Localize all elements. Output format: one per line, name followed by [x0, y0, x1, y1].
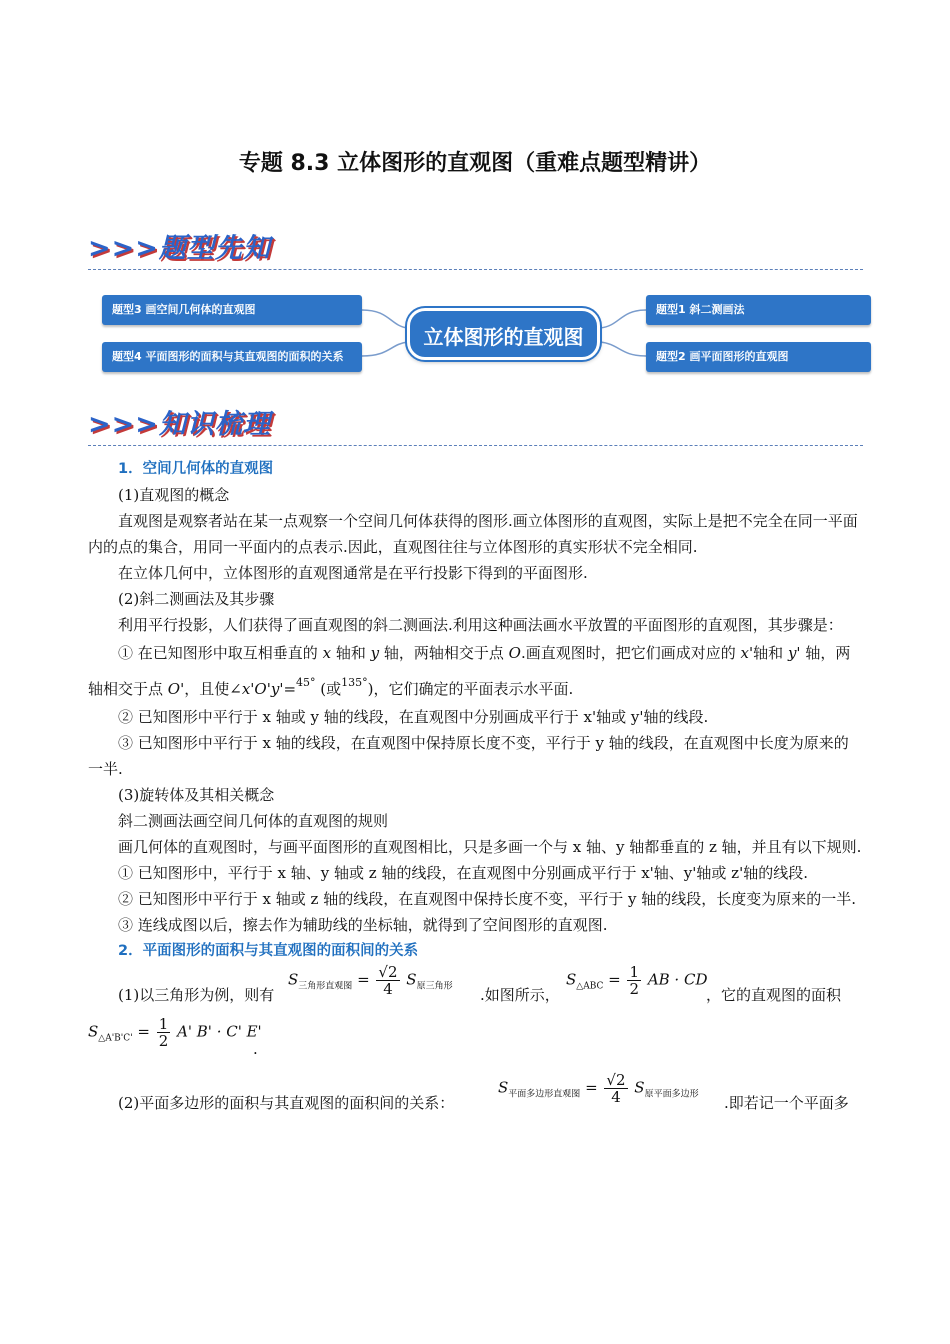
mindmap-node-type1: 题型1 斜二测画法 — [646, 295, 871, 325]
heading-1: 1．空间几何体的直观图 — [118, 461, 274, 477]
formula-abc-prime-area: $S_{\triangle A'B'C'}$ = $\frac{1}{2}$ A' B' · C' E' — [88, 1015, 262, 1050]
formula-triangle-area: $S_{三角形直观图}$ = $\frac{√2}{4}$ $S_{原三角形}$ — [288, 963, 453, 998]
banner-text: >>>知识梳理 — [88, 409, 271, 440]
paragraph: 斜二测画法画空间几何体的直观图的规则 — [118, 812, 389, 830]
mindmap-center-node: 立体图形的直观图 — [407, 308, 600, 360]
mindmap-node-type2: 题型2 画平面图形的直观图 — [646, 342, 871, 372]
page-title: 专题 8.3 立体图形的直观图（重难点题型精讲） — [238, 151, 712, 176]
subheading: (2)斜二测画法及其步骤 — [118, 590, 275, 608]
mindmap-node-type3: 题型3 画空间几何体的直观图 — [102, 295, 362, 325]
paragraph: 利用平行投影，人们获得了画直观图的斜二测画法.利用这种画法画水平放置的平面图形的直观图，其步骤是： — [118, 616, 843, 634]
paragraph: 直观图是观察者站在某一点观察一个空间几何体获得的图形.画立体图形的直观图，实际上是把不完全在同一平面内的点的集合，用同一平面内的点表示.因此，直观图往往与立体图形的真实形状不完全相同. — [88, 512, 858, 556]
formula-abc-area: $S_{\triangle ABC}$ = $\frac{1}{2}$ AB · CD — [566, 963, 708, 998]
mindmap-node-type4: 题型4 平面图形的面积与其直观图的面积的关系 — [102, 342, 362, 372]
angle-135: 135° — [341, 676, 368, 689]
step-3: ③ 已知图形中平行于 x 轴的线段，在直观图中保持原长度不变，平行于 y 轴的线段，在直观图中长度为原来的一半. — [88, 734, 849, 778]
dashed-divider — [88, 269, 863, 270]
step-1: ① 在已知图形中取互相垂直的 x 轴和 y 轴，两轴相交于点 O.画直观图时，把它们画成对应的 x'轴和 y' 轴，两轴相交于点 O'，且使∠x'O'y'=$^{45^\circ}$ (或$^{135^\circ}$)，它们确定的平面表示水平面. — [88, 644, 851, 698]
banner-text: >>>题型先知 — [88, 233, 271, 264]
knowledge-content — [88, 456, 863, 1126]
mind-map — [100, 290, 875, 380]
formula-polygon-area: $S_{平面多边形直观图}$ = $\frac{√2}{4}$ $S_{原平面多边形}$ — [498, 1071, 699, 1106]
section-banner-knowledge — [88, 402, 863, 446]
rule-1: ① 已知图形中，平行于 x 轴、y 轴或 z 轴的线段，在直观图中分别画成平行于 x'轴、y'轴或 z'轴的线段. — [118, 864, 808, 882]
dashed-divider — [88, 445, 863, 446]
angle-45: 45° — [296, 676, 316, 689]
subheading: (3)旋转体及其相关概念 — [118, 786, 275, 804]
rule-3: ③ 连线成图以后，擦去作为辅助线的坐标轴，就得到了空间图形的直观图. — [118, 916, 608, 934]
step-2: ② 已知图形中平行于 x 轴或 y 轴的线段，在直观图中分别画成平行于 x'轴或 y'轴的线段. — [118, 708, 709, 726]
section-banner-types — [88, 226, 863, 270]
rule-2: ② 已知图形中平行于 x 轴或 z 轴的线段，在直观图中保持长度不变，平行于 y 轴的线段，长度变为原来的一半. — [118, 890, 856, 908]
formula-line-1: (1)以三角形为例，则有 $S_{三角形直观图}$ = $\frac{√2}{4}$ $S_{原三角形}$ .如图所示， $S_{\triangle ABC}$ = $\frac{1}{2}$ AB · CD ，它的直观图的面积 — [118, 963, 842, 1004]
subheading: (1)直观图的概念 — [118, 486, 230, 504]
formula-line-2: $S_{\triangle A'B'C'}$ = $\frac{1}{2}$ A' B' · C' E' . — [88, 1015, 262, 1058]
paragraph: 在立体几何中，立体图形的直观图通常是在平行投影下得到的平面图形. — [118, 564, 588, 582]
paragraph: 画几何体的直观图时，与画平面图形的直观图相比，只是多画一个与 x 轴、y 轴都垂直的 z 轴，并且有以下规则. — [118, 838, 862, 856]
formula-line-3: (2)平面多边形的面积与其直观图的面积间的关系： $S_{平面多边形直观图}$ = $\frac{√2}{4}$ $S_{原平面多边形}$ .即若记一个平面多 — [118, 1071, 849, 1112]
heading-2: 2．平面图形的面积与其直观图的面积间的关系 — [118, 943, 419, 959]
